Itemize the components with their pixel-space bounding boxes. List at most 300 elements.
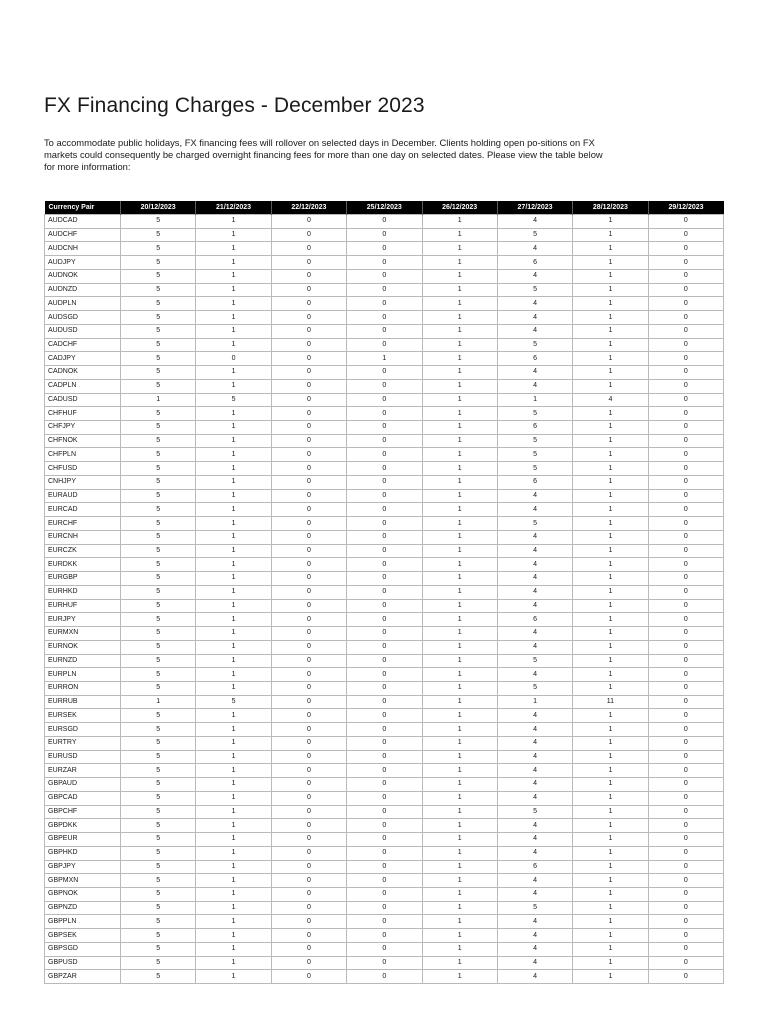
rollover-days-cell: 1	[422, 736, 497, 750]
currency-pair-cell: EURUSD	[45, 750, 121, 764]
rollover-days-cell: 1	[422, 462, 497, 476]
table-row	[45, 503, 724, 517]
currency-pair-cell: EURZAR	[45, 764, 121, 778]
rollover-days-cell: 0	[271, 379, 346, 393]
rollover-days-cell: 0	[347, 819, 422, 833]
table-row	[45, 421, 724, 435]
currency-pair-cell: AUDNZD	[45, 283, 121, 297]
table-row	[45, 338, 724, 352]
rollover-days-cell: 0	[271, 956, 346, 970]
rollover-days-cell: 1	[573, 352, 648, 366]
rollover-days-cell: 4	[497, 366, 572, 380]
rollover-days-cell: 0	[271, 530, 346, 544]
currency-pair-cell: EURGBP	[45, 572, 121, 586]
rollover-days-cell: 0	[347, 654, 422, 668]
rollover-days-cell: 1	[573, 819, 648, 833]
rollover-days-cell: 4	[497, 915, 572, 929]
rollover-days-cell: 1	[573, 530, 648, 544]
rollover-days-cell: 5	[121, 434, 196, 448]
rollover-days-cell: 5	[121, 489, 196, 503]
rollover-days-cell: 0	[271, 269, 346, 283]
currency-pair-cell: GBPNOK	[45, 887, 121, 901]
rollover-days-cell: 0	[648, 640, 723, 654]
rollover-days-cell: 0	[347, 475, 422, 489]
rollover-days-cell: 5	[121, 462, 196, 476]
rollover-days-cell: 1	[196, 874, 271, 888]
rollover-days-cell: 5	[121, 750, 196, 764]
rollover-days-cell: 1	[573, 915, 648, 929]
rollover-days-cell: 5	[121, 599, 196, 613]
rollover-days-cell: 5	[121, 242, 196, 256]
rollover-days-cell: 1	[422, 613, 497, 627]
rollover-days-cell: 0	[347, 778, 422, 792]
rollover-days-cell: 0	[347, 695, 422, 709]
rollover-days-cell: 1	[196, 462, 271, 476]
rollover-days-cell: 1	[422, 709, 497, 723]
rollover-days-cell: 0	[347, 558, 422, 572]
rollover-days-cell: 0	[271, 970, 346, 984]
rollover-days-cell: 0	[648, 942, 723, 956]
rollover-days-cell: 5	[121, 613, 196, 627]
table-row	[45, 366, 724, 380]
rollover-days-cell: 4	[497, 599, 572, 613]
rollover-days-cell: 1	[573, 256, 648, 270]
currency-pair-cell: EURTRY	[45, 736, 121, 750]
rollover-days-cell: 0	[347, 599, 422, 613]
table-row	[45, 942, 724, 956]
currency-pair-cell: CHFHUF	[45, 407, 121, 421]
currency-pair-cell: EURJPY	[45, 613, 121, 627]
rollover-days-cell: 5	[121, 929, 196, 943]
currency-pair-cell: CADJPY	[45, 352, 121, 366]
rollover-days-cell: 1	[573, 407, 648, 421]
rollover-days-cell: 4	[497, 297, 572, 311]
rollover-days-cell: 5	[121, 421, 196, 435]
rollover-days-cell: 1	[422, 956, 497, 970]
rollover-days-cell: 4	[497, 942, 572, 956]
rollover-days-cell: 0	[648, 709, 723, 723]
rollover-days-cell: 1	[573, 599, 648, 613]
rollover-days-cell: 4	[497, 970, 572, 984]
rollover-days-cell: 1	[422, 668, 497, 682]
rollover-days-cell: 0	[347, 805, 422, 819]
rollover-days-cell: 0	[648, 929, 723, 943]
rollover-days-cell: 6	[497, 475, 572, 489]
rollover-days-cell: 1	[422, 970, 497, 984]
rollover-days-cell: 1	[573, 475, 648, 489]
rollover-days-cell: 0	[648, 915, 723, 929]
column-header-date: 26/12/2023	[422, 201, 497, 215]
rollover-days-cell: 5	[121, 544, 196, 558]
table-row	[45, 805, 724, 819]
rollover-days-cell: 6	[497, 421, 572, 435]
rollover-days-cell: 4	[497, 503, 572, 517]
rollover-days-cell: 0	[347, 283, 422, 297]
rollover-days-cell: 4	[497, 764, 572, 778]
rollover-days-cell: 1	[573, 311, 648, 325]
rollover-days-cell: 1	[573, 297, 648, 311]
table-row	[45, 915, 724, 929]
table-row	[45, 572, 724, 586]
rollover-days-cell: 5	[121, 654, 196, 668]
table-row	[45, 407, 724, 421]
rollover-days-cell: 1	[422, 640, 497, 654]
page-title: FX Financing Charges - December 2023	[44, 94, 425, 117]
rollover-days-cell: 1	[196, 517, 271, 531]
currency-pair-cell: GBPAUD	[45, 778, 121, 792]
rollover-days-cell: 0	[648, 791, 723, 805]
rollover-days-cell: 1	[573, 379, 648, 393]
rollover-days-cell: 5	[121, 311, 196, 325]
rollover-days-cell: 5	[121, 338, 196, 352]
rollover-days-cell: 1	[573, 901, 648, 915]
rollover-days-cell: 1	[196, 709, 271, 723]
rollover-days-cell: 0	[648, 338, 723, 352]
rollover-days-cell: 1	[422, 503, 497, 517]
rollover-days-cell: 1	[196, 887, 271, 901]
rollover-days-cell: 0	[347, 709, 422, 723]
rollover-days-cell: 0	[347, 297, 422, 311]
rollover-days-cell: 1	[196, 366, 271, 380]
rollover-days-cell: 5	[121, 956, 196, 970]
rollover-days-cell: 1	[573, 874, 648, 888]
rollover-days-cell: 1	[422, 599, 497, 613]
rollover-days-cell: 1	[422, 379, 497, 393]
rollover-days-cell: 0	[347, 379, 422, 393]
rollover-days-cell: 0	[648, 764, 723, 778]
rollover-days-cell: 1	[196, 640, 271, 654]
rollover-days-cell: 1	[422, 764, 497, 778]
rollover-days-cell: 1	[121, 393, 196, 407]
rollover-days-cell: 0	[648, 901, 723, 915]
rollover-days-cell: 0	[648, 572, 723, 586]
rollover-days-cell: 4	[497, 627, 572, 641]
rollover-days-cell: 1	[196, 778, 271, 792]
rollover-days-cell: 0	[648, 393, 723, 407]
rollover-days-cell: 0	[271, 421, 346, 435]
rollover-days-cell: 5	[121, 709, 196, 723]
rollover-days-cell: 1	[422, 860, 497, 874]
rollover-days-cell: 0	[648, 970, 723, 984]
rollover-days-cell: 0	[271, 599, 346, 613]
rollover-days-cell: 1	[573, 942, 648, 956]
rollover-days-cell: 0	[271, 297, 346, 311]
table-row	[45, 695, 724, 709]
rollover-days-cell: 0	[347, 517, 422, 531]
rollover-days-cell: 4	[497, 956, 572, 970]
rollover-days-cell: 5	[121, 681, 196, 695]
rollover-days-cell: 0	[648, 228, 723, 242]
rollover-days-cell: 0	[271, 778, 346, 792]
rollover-days-cell: 6	[497, 352, 572, 366]
rollover-days-cell: 1	[196, 228, 271, 242]
rollover-days-cell: 0	[347, 750, 422, 764]
rollover-days-cell: 0	[648, 311, 723, 325]
rollover-days-cell: 0	[347, 269, 422, 283]
table-row	[45, 242, 724, 256]
currency-pair-cell: EURCZK	[45, 544, 121, 558]
rollover-days-cell: 0	[271, 407, 346, 421]
rollover-days-cell: 5	[121, 778, 196, 792]
rollover-days-cell: 1	[573, 544, 648, 558]
rollover-days-cell: 0	[648, 544, 723, 558]
rollover-days-cell: 1	[196, 283, 271, 297]
rollover-days-cell: 5	[121, 627, 196, 641]
rollover-days-cell: 5	[497, 228, 572, 242]
rollover-days-cell: 1	[573, 846, 648, 860]
table-row	[45, 462, 724, 476]
rollover-days-cell: 0	[271, 750, 346, 764]
table-row	[45, 791, 724, 805]
rollover-days-cell: 5	[121, 256, 196, 270]
rollover-days-cell: 1	[196, 805, 271, 819]
table-row	[45, 228, 724, 242]
currency-pair-cell: CADUSD	[45, 393, 121, 407]
table-row	[45, 887, 724, 901]
rollover-days-cell: 4	[497, 215, 572, 229]
rollover-days-cell: 0	[648, 215, 723, 229]
rollover-days-cell: 0	[347, 915, 422, 929]
currency-pair-cell: AUDUSD	[45, 324, 121, 338]
rollover-days-cell: 0	[648, 805, 723, 819]
rollover-days-cell: 1	[573, 366, 648, 380]
rollover-days-cell: 4	[497, 585, 572, 599]
rollover-days-cell: 0	[271, 942, 346, 956]
rollover-days-cell: 0	[196, 352, 271, 366]
rollover-days-cell: 4	[497, 668, 572, 682]
rollover-days-cell: 0	[648, 475, 723, 489]
rollover-days-cell: 0	[648, 269, 723, 283]
rollover-days-cell: 1	[422, 366, 497, 380]
rollover-days-cell: 5	[121, 833, 196, 847]
rollover-days-cell: 0	[347, 407, 422, 421]
rollover-days-cell: 1	[196, 750, 271, 764]
rollover-days-cell: 1	[196, 269, 271, 283]
rollover-days-cell: 0	[347, 942, 422, 956]
rollover-days-cell: 1	[573, 489, 648, 503]
rollover-days-cell: 1	[196, 503, 271, 517]
rollover-days-cell: 1	[573, 572, 648, 586]
rollover-days-cell: 1	[573, 558, 648, 572]
rollover-days-cell: 4	[497, 819, 572, 833]
currency-pair-cell: GBPDKK	[45, 819, 121, 833]
table-row	[45, 860, 724, 874]
rollover-days-cell: 5	[121, 352, 196, 366]
rollover-days-cell: 1	[196, 544, 271, 558]
rollover-days-cell: 1	[422, 723, 497, 737]
rollover-days-cell: 5	[121, 366, 196, 380]
rollover-days-cell: 0	[648, 256, 723, 270]
table-row	[45, 517, 724, 531]
rollover-days-cell: 0	[347, 572, 422, 586]
rollover-days-cell: 1	[196, 901, 271, 915]
rollover-days-cell: 1	[422, 475, 497, 489]
rollover-days-cell: 0	[347, 489, 422, 503]
rollover-days-cell: 0	[347, 668, 422, 682]
currency-pair-cell: AUDPLN	[45, 297, 121, 311]
table-row	[45, 736, 724, 750]
rollover-days-cell: 1	[573, 503, 648, 517]
rollover-days-cell: 5	[196, 393, 271, 407]
rollover-days-cell: 0	[648, 860, 723, 874]
rollover-days-cell: 4	[497, 269, 572, 283]
rollover-days-cell: 0	[271, 764, 346, 778]
currency-pair-cell: CNHJPY	[45, 475, 121, 489]
rollover-days-cell: 1	[196, 297, 271, 311]
rollover-days-cell: 0	[271, 283, 346, 297]
rollover-days-cell: 0	[648, 681, 723, 695]
rollover-days-cell: 0	[648, 887, 723, 901]
rollover-days-cell: 0	[271, 503, 346, 517]
rollover-days-cell: 1	[422, 846, 497, 860]
rollover-days-cell: 1	[196, 860, 271, 874]
rollover-days-cell: 1	[422, 901, 497, 915]
rollover-days-cell: 0	[271, 448, 346, 462]
table-row	[45, 723, 724, 737]
rollover-days-cell: 1	[422, 269, 497, 283]
rollover-days-cell: 0	[648, 668, 723, 682]
currency-pair-cell: GBPZAR	[45, 970, 121, 984]
rollover-days-cell: 1	[422, 681, 497, 695]
column-header-date: 27/12/2023	[497, 201, 572, 215]
rollover-days-cell: 1	[422, 915, 497, 929]
table-row	[45, 530, 724, 544]
rollover-days-cell: 0	[347, 764, 422, 778]
rollover-days-cell: 0	[648, 778, 723, 792]
rollover-days-cell: 6	[497, 860, 572, 874]
rollover-days-cell: 5	[121, 324, 196, 338]
table-row	[45, 901, 724, 915]
rollover-days-cell: 1	[422, 434, 497, 448]
rollover-days-cell: 1	[573, 805, 648, 819]
rollover-days-cell: 0	[648, 846, 723, 860]
rollover-days-cell: 1	[196, 723, 271, 737]
rollover-days-cell: 6	[497, 256, 572, 270]
rollover-days-cell: 5	[196, 695, 271, 709]
rollover-days-cell: 0	[271, 462, 346, 476]
table-row	[45, 681, 724, 695]
rollover-days-cell: 0	[271, 215, 346, 229]
table-row	[45, 544, 724, 558]
rollover-days-cell: 5	[121, 791, 196, 805]
currency-pair-cell: EURNZD	[45, 654, 121, 668]
table-row	[45, 970, 724, 984]
table-row	[45, 379, 724, 393]
rollover-days-cell: 1	[422, 929, 497, 943]
rollover-days-cell: 0	[347, 366, 422, 380]
table-row	[45, 311, 724, 325]
rollover-days-cell: 4	[497, 887, 572, 901]
rollover-days-cell: 1	[422, 338, 497, 352]
rollover-days-cell: 1	[196, 434, 271, 448]
rollover-days-cell: 1	[422, 585, 497, 599]
rollover-days-cell: 1	[196, 489, 271, 503]
rollover-days-cell: 1	[573, 517, 648, 531]
rollover-days-cell: 1	[573, 668, 648, 682]
rollover-days-cell: 0	[271, 572, 346, 586]
currency-pair-cell: GBPCHF	[45, 805, 121, 819]
rollover-days-cell: 1	[121, 695, 196, 709]
rollover-days-cell: 4	[497, 544, 572, 558]
rollover-days-cell: 1	[573, 709, 648, 723]
rollover-days-cell: 0	[648, 736, 723, 750]
table-row	[45, 654, 724, 668]
rollover-days-cell: 0	[271, 242, 346, 256]
rollover-days-cell: 1	[422, 819, 497, 833]
column-header-currency-pair: Currency Pair	[45, 201, 121, 215]
rollover-days-cell: 4	[497, 929, 572, 943]
rollover-days-cell: 5	[121, 764, 196, 778]
currency-pair-cell: EURSEK	[45, 709, 121, 723]
rollover-days-cell: 1	[196, 585, 271, 599]
rollover-days-cell: 0	[347, 833, 422, 847]
rollover-days-cell: 1	[422, 750, 497, 764]
rollover-days-cell: 0	[648, 819, 723, 833]
rollover-days-cell: 0	[347, 681, 422, 695]
rollover-days-cell: 0	[347, 324, 422, 338]
rollover-days-cell: 1	[573, 654, 648, 668]
rollover-days-cell: 5	[497, 681, 572, 695]
rollover-days-cell: 1	[196, 627, 271, 641]
rollover-days-cell: 0	[271, 723, 346, 737]
rollover-days-cell: 0	[271, 393, 346, 407]
currency-pair-cell: GBPNZD	[45, 901, 121, 915]
rollover-days-cell: 1	[196, 558, 271, 572]
rollover-days-cell: 5	[121, 572, 196, 586]
rollover-days-cell: 1	[196, 681, 271, 695]
rollover-days-cell: 0	[271, 695, 346, 709]
rollover-days-cell: 1	[196, 215, 271, 229]
rollover-days-cell: 1	[196, 915, 271, 929]
rollover-days-cell: 6	[497, 613, 572, 627]
currency-pair-cell: CHFNOK	[45, 434, 121, 448]
rollover-days-cell: 1	[196, 475, 271, 489]
rollover-days-cell: 0	[347, 901, 422, 915]
rollover-days-cell: 0	[271, 324, 346, 338]
rollover-days-cell: 1	[422, 393, 497, 407]
rollover-days-cell: 0	[648, 324, 723, 338]
rollover-days-cell: 1	[422, 448, 497, 462]
rollover-days-cell: 1	[422, 627, 497, 641]
rollover-days-cell: 0	[648, 613, 723, 627]
rollover-days-cell: 1	[196, 530, 271, 544]
rollover-days-cell: 0	[648, 421, 723, 435]
rollover-days-cell: 0	[271, 833, 346, 847]
rollover-days-cell: 1	[573, 269, 648, 283]
rollover-days-cell: 5	[121, 736, 196, 750]
column-header-date: 21/12/2023	[196, 201, 271, 215]
rollover-days-cell: 0	[648, 242, 723, 256]
rollover-days-cell: 1	[196, 242, 271, 256]
currency-pair-cell: EURPLN	[45, 668, 121, 682]
rollover-days-cell: 1	[573, 462, 648, 476]
rollover-days-cell: 0	[347, 434, 422, 448]
rollover-days-cell: 0	[648, 833, 723, 847]
rollover-days-cell: 0	[347, 627, 422, 641]
rollover-days-cell: 0	[271, 475, 346, 489]
rollover-days-cell: 0	[648, 503, 723, 517]
rollover-days-cell: 0	[347, 503, 422, 517]
currency-pair-cell: AUDJPY	[45, 256, 121, 270]
rollover-days-cell: 0	[648, 750, 723, 764]
column-header-date: 29/12/2023	[648, 201, 723, 215]
rollover-days-cell: 0	[347, 585, 422, 599]
table-row	[45, 448, 724, 462]
rollover-days-cell: 0	[271, 558, 346, 572]
rollover-days-cell: 0	[271, 627, 346, 641]
rollover-days-cell: 1	[196, 379, 271, 393]
rollover-days-cell: 5	[497, 407, 572, 421]
